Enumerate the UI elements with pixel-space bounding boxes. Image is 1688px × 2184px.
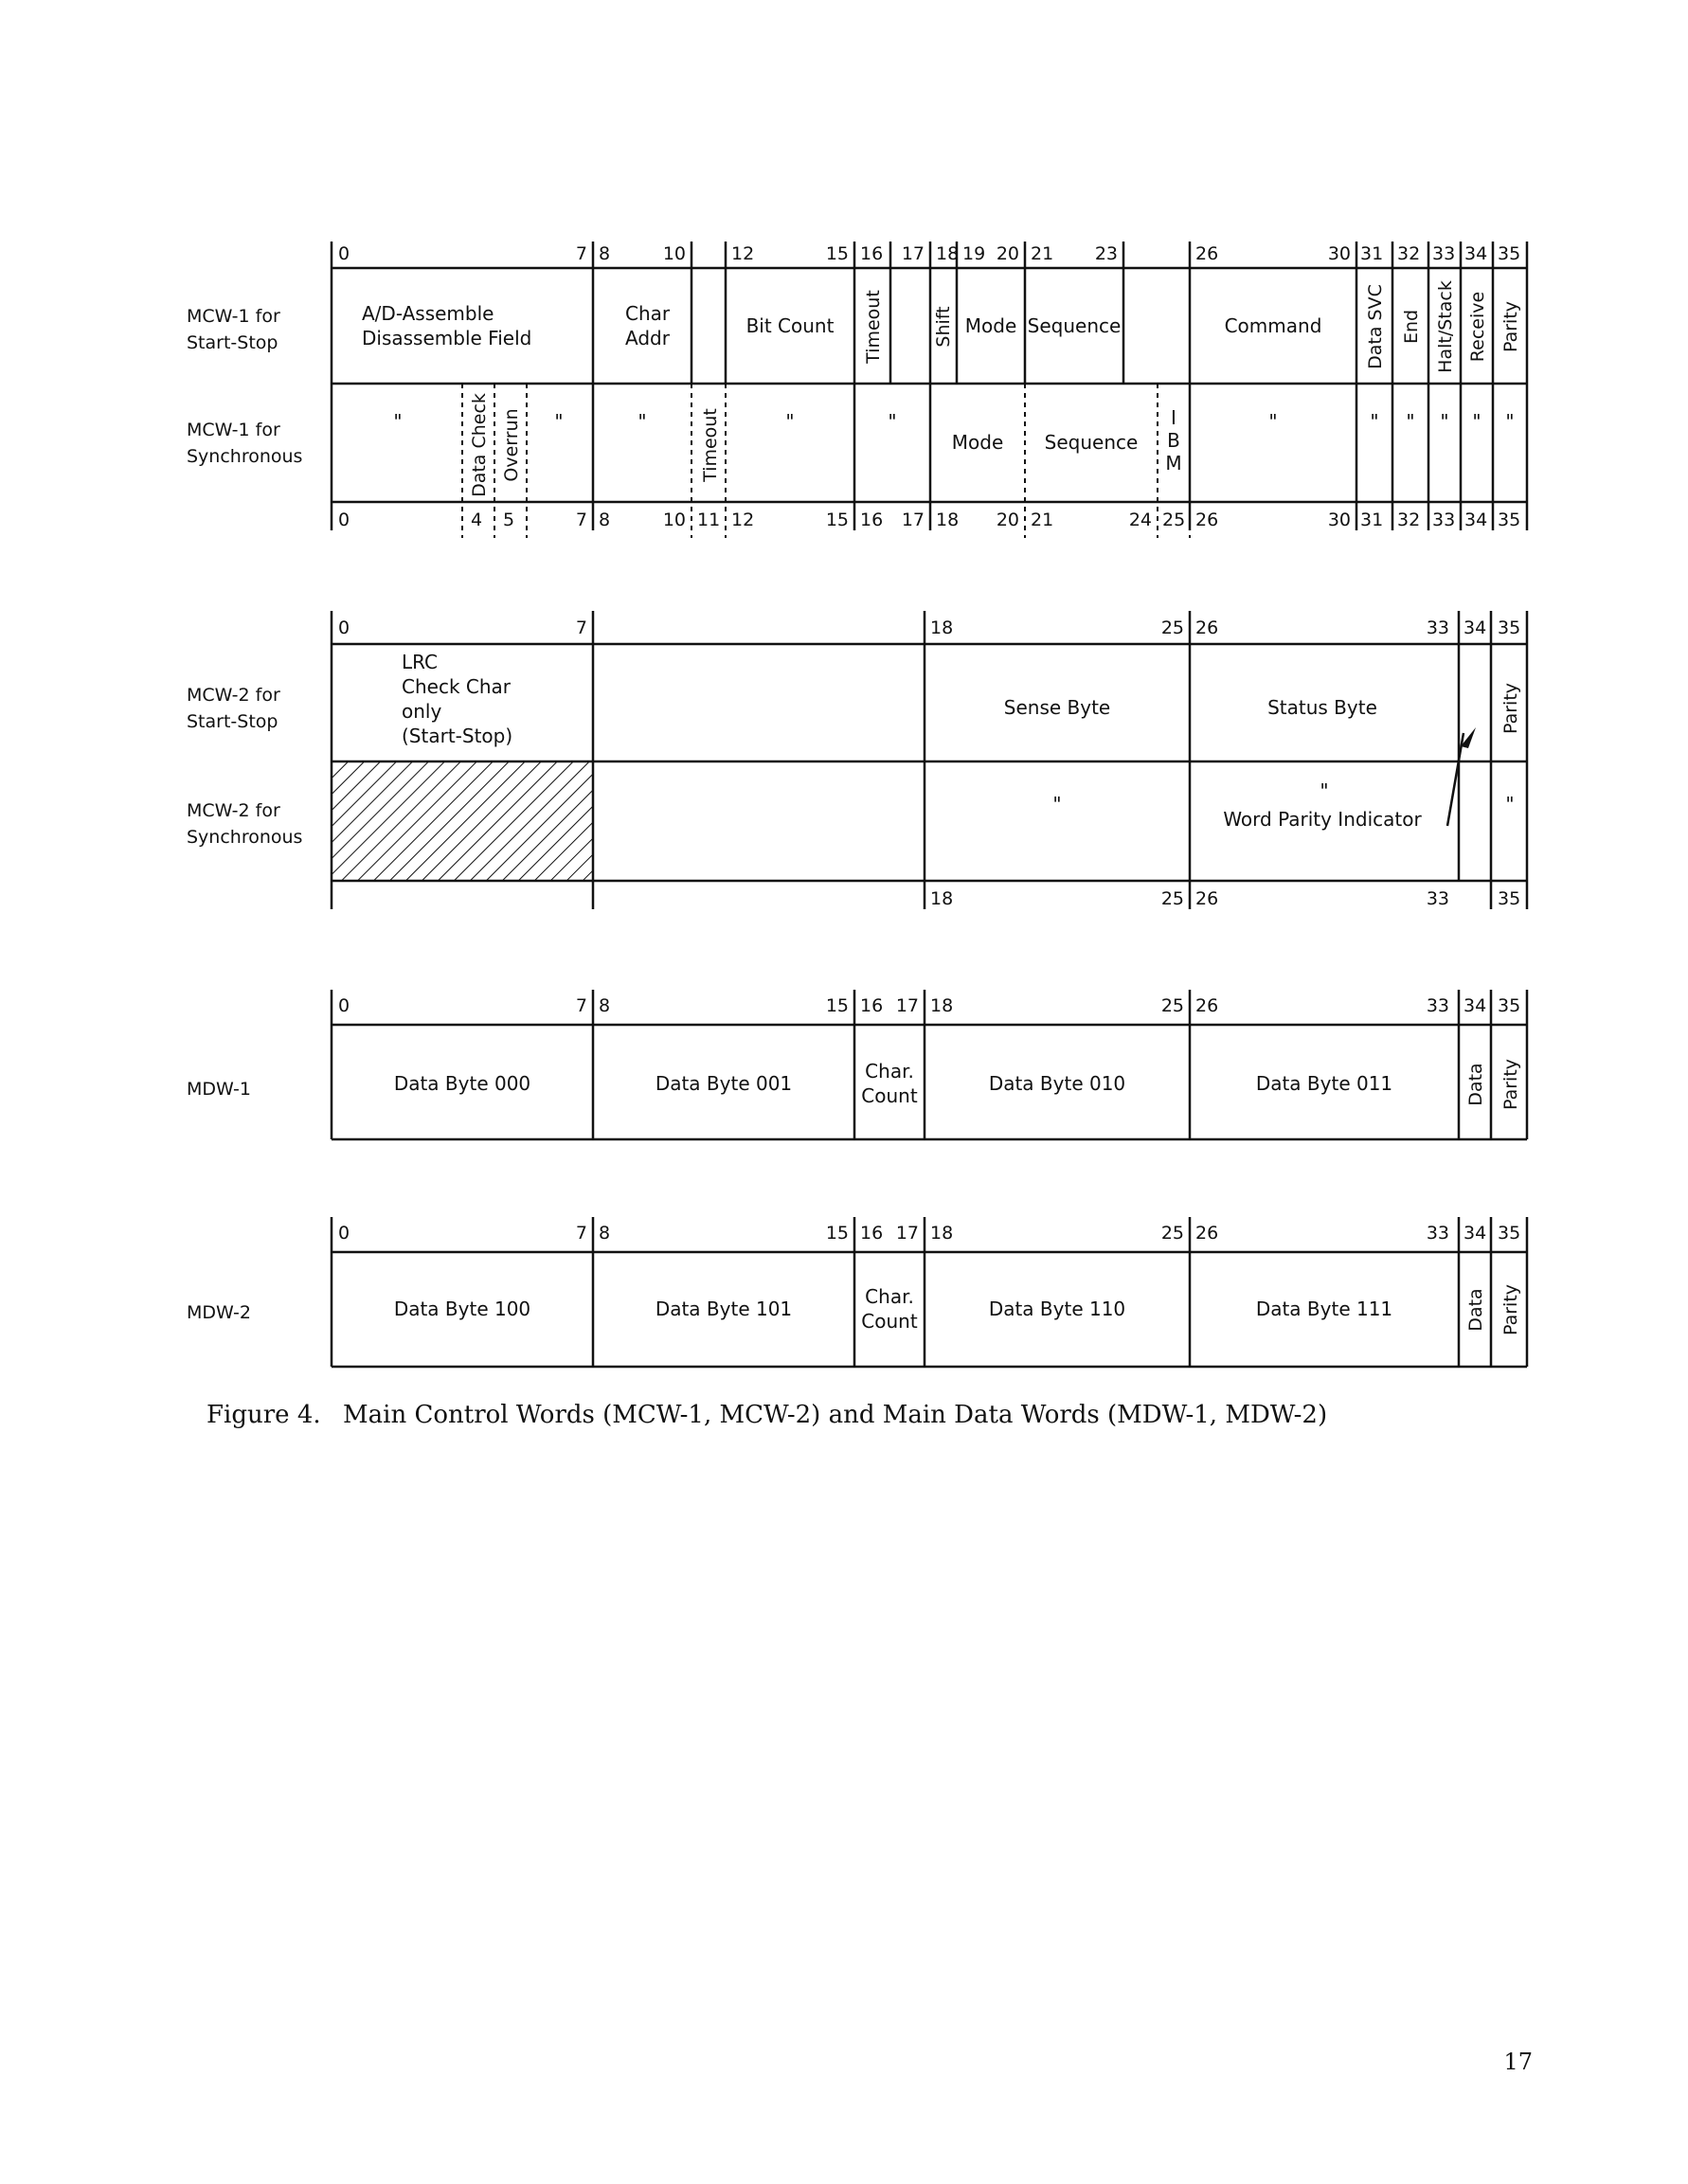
bit-number: 35 bbox=[1498, 618, 1521, 638]
bit-number: 26 bbox=[1195, 888, 1219, 909]
data-check-label: Data Check bbox=[469, 393, 490, 497]
ibm-letter: M bbox=[1165, 452, 1182, 474]
data-byte-label: Data Byte 111 bbox=[1255, 1298, 1393, 1320]
caption-text: Main Control Words (MCW-1, MCW-2) and Main Data Words (MDW-1, MDW-2) bbox=[343, 1401, 1328, 1429]
figure-caption bbox=[207, 1401, 1327, 1429]
bit-number: 25 bbox=[1160, 995, 1184, 1016]
bit-number: 7 bbox=[575, 243, 587, 264]
word-parity-indicator-label: Word Parity Indicator bbox=[1223, 808, 1422, 831]
bit-number: 21 bbox=[1031, 510, 1054, 530]
mdw1-label: MDW-1 bbox=[187, 1079, 251, 1100]
mcw2-sync-label-1: MCW-2 for bbox=[187, 800, 280, 821]
sequence-label: Sequence bbox=[1044, 431, 1139, 454]
mdw1-frame bbox=[332, 990, 1527, 1139]
bit-number: 23 bbox=[1094, 243, 1118, 264]
bit-number: 15 bbox=[825, 1223, 849, 1244]
char-count-label: Count bbox=[861, 1310, 918, 1333]
mdw2-label: MDW-2 bbox=[187, 1302, 251, 1323]
data-byte-label: Data Byte 101 bbox=[655, 1298, 793, 1320]
shift-label: Shift bbox=[933, 306, 954, 348]
bit-number: 33 bbox=[1426, 888, 1449, 909]
ditto-mark: " bbox=[1370, 410, 1379, 433]
bit-number: 8 bbox=[599, 243, 611, 264]
page-number: 17 bbox=[1503, 2049, 1533, 2075]
mcw1-frame bbox=[332, 242, 1527, 538]
bit-number: 0 bbox=[338, 243, 350, 264]
bit-number: 20 bbox=[996, 510, 1019, 530]
mcw2-sync-label-2: Synchronous bbox=[187, 827, 303, 848]
ditto-mark: " bbox=[1268, 410, 1278, 433]
bit-number: 30 bbox=[1327, 243, 1351, 264]
bit-number: 16 bbox=[860, 510, 884, 530]
bit-number: 35 bbox=[1498, 510, 1521, 530]
ditto-mark: " bbox=[1472, 410, 1481, 433]
bit-number: 7 bbox=[575, 510, 587, 530]
ditto-mark: " bbox=[1052, 793, 1062, 815]
data-label: Data bbox=[1465, 1063, 1486, 1106]
mcw2-startstop-label-2: Start-Stop bbox=[187, 711, 278, 732]
end-label: End bbox=[1401, 309, 1422, 345]
bit-number: 7 bbox=[575, 618, 587, 638]
data-byte-label: Data Byte 110 bbox=[988, 1298, 1126, 1320]
bit-number: 15 bbox=[825, 995, 849, 1016]
data-byte-label: Data Byte 010 bbox=[988, 1072, 1126, 1095]
mdw1-bit-numbers bbox=[338, 995, 1520, 1016]
bit-number: 26 bbox=[1195, 510, 1219, 530]
bit-number: 8 bbox=[599, 510, 611, 530]
mdw1-diagram bbox=[187, 990, 1527, 1139]
bit-number: 15 bbox=[825, 510, 849, 530]
bit-number: 26 bbox=[1195, 995, 1219, 1016]
bit-number: 33 bbox=[1432, 510, 1456, 530]
bit-number: 25 bbox=[1160, 1223, 1184, 1244]
ditto-mark: " bbox=[1320, 779, 1329, 802]
ditto-mark: " bbox=[1406, 410, 1415, 433]
bit-number: 34 bbox=[1464, 510, 1488, 530]
bit-number: 24 bbox=[1128, 510, 1152, 530]
bit-number: 17 bbox=[901, 510, 925, 530]
ibm-letter: I bbox=[1171, 406, 1176, 429]
mcw2-bottom-bit-numbers bbox=[930, 888, 1520, 909]
bit-number: 21 bbox=[1031, 243, 1054, 264]
bit-number: 31 bbox=[1360, 510, 1384, 530]
bit-number: 32 bbox=[1397, 510, 1421, 530]
bit-number: 10 bbox=[662, 243, 686, 264]
ditto-mark: " bbox=[1505, 410, 1515, 433]
bit-number: 35 bbox=[1498, 888, 1521, 909]
bit-number: 5 bbox=[503, 510, 515, 530]
bit-number: 18 bbox=[936, 510, 960, 530]
lrc-label: (Start-Stop) bbox=[402, 725, 513, 747]
bit-number: 17 bbox=[895, 1223, 919, 1244]
bit-number: 30 bbox=[1327, 510, 1351, 530]
bit-number: 0 bbox=[338, 995, 350, 1016]
bit-number: 17 bbox=[901, 243, 925, 264]
bit-number: 34 bbox=[1464, 1223, 1487, 1244]
mode-label: Mode bbox=[964, 314, 1017, 337]
mdw2-frame bbox=[332, 1217, 1527, 1367]
ditto-mark: " bbox=[888, 410, 897, 433]
lrc-label: Check Char bbox=[402, 675, 511, 698]
ad-field-label-2: Disassemble Field bbox=[362, 327, 532, 349]
ditto-mark: " bbox=[1505, 793, 1515, 815]
bit-number: 33 bbox=[1426, 1223, 1449, 1244]
parity-label: Parity bbox=[1500, 1058, 1521, 1111]
mcw1-startstop-row bbox=[362, 280, 1521, 373]
char-count-label: Char. bbox=[865, 1285, 914, 1308]
bit-number: 16 bbox=[860, 995, 884, 1016]
bit-number: 0 bbox=[338, 510, 350, 530]
bit-number: 25 bbox=[1160, 888, 1184, 909]
bit-number: 31 bbox=[1360, 243, 1384, 264]
sequence-label: Sequence bbox=[1027, 314, 1122, 337]
parity-label: Parity bbox=[1500, 1283, 1521, 1336]
mcw1-sync-label-2: Synchronous bbox=[187, 446, 303, 467]
mdw2-fields bbox=[394, 1284, 1521, 1335]
bit-number: 32 bbox=[1397, 243, 1421, 264]
bit-number: 8 bbox=[599, 995, 611, 1016]
char-addr-label-1: Char bbox=[625, 302, 671, 325]
data-byte-label: Data Byte 011 bbox=[1255, 1072, 1393, 1095]
mcw1-sync-label-1: MCW-1 for bbox=[187, 420, 280, 440]
reserved-hatched-area bbox=[332, 761, 593, 881]
bit-number: 33 bbox=[1432, 243, 1456, 264]
bit-count-label: Bit Count bbox=[745, 314, 835, 337]
parity-label: Parity bbox=[1500, 682, 1521, 735]
status-byte-label: Status Byte bbox=[1267, 696, 1377, 719]
halt-stack-label: Halt/Stack bbox=[1435, 280, 1456, 373]
bit-number: 12 bbox=[731, 243, 755, 264]
bit-number: 7 bbox=[575, 995, 587, 1016]
mcw2-startstop-label-1: MCW-2 for bbox=[187, 685, 280, 706]
data-label: Data bbox=[1465, 1288, 1486, 1332]
bit-number: 16 bbox=[860, 243, 884, 264]
bit-number: 18 bbox=[930, 888, 954, 909]
lrc-label: LRC bbox=[402, 651, 439, 673]
timeout-label: Timeout bbox=[700, 408, 721, 482]
bit-number: 0 bbox=[338, 618, 350, 638]
bit-number: 25 bbox=[1162, 510, 1186, 530]
bit-number: 18 bbox=[930, 1223, 954, 1244]
bit-number: 8 bbox=[599, 1223, 611, 1244]
bit-number: 33 bbox=[1426, 995, 1449, 1016]
bit-number: 20 bbox=[996, 243, 1019, 264]
bit-number: 17 bbox=[895, 995, 919, 1016]
bit-number: 18 bbox=[930, 995, 954, 1016]
caption-prefix: Figure 4. bbox=[207, 1401, 321, 1429]
bit-number: 26 bbox=[1195, 618, 1219, 638]
lrc-label: only bbox=[402, 700, 442, 723]
mdw1-fields bbox=[394, 1059, 1521, 1110]
char-count-label: Count bbox=[861, 1084, 918, 1107]
bit-number: 35 bbox=[1498, 1223, 1521, 1244]
bit-number: 34 bbox=[1464, 243, 1488, 264]
overrun-label: Overrun bbox=[501, 408, 522, 482]
ditto-mark: " bbox=[393, 410, 403, 433]
command-label: Command bbox=[1224, 314, 1322, 337]
mcw2-startstop-row bbox=[402, 651, 1521, 747]
bit-number: 35 bbox=[1498, 995, 1521, 1016]
parity-label: Parity bbox=[1500, 300, 1521, 353]
bit-number: 4 bbox=[471, 510, 483, 530]
bit-number: 18 bbox=[936, 243, 960, 264]
char-addr-label-2: Addr bbox=[625, 327, 670, 349]
mcw1-startstop-label-1: MCW-1 for bbox=[187, 306, 280, 327]
ditto-mark: " bbox=[1440, 410, 1449, 433]
mcw1-sync-row bbox=[393, 393, 1514, 497]
bit-number: 7 bbox=[575, 1223, 587, 1244]
bit-number: 26 bbox=[1195, 1223, 1219, 1244]
mcw1-startstop-label-2: Start-Stop bbox=[187, 332, 278, 353]
ibm-letter: B bbox=[1167, 429, 1180, 452]
bit-number: 16 bbox=[860, 1223, 884, 1244]
mode-label: Mode bbox=[951, 431, 1004, 454]
bit-number: 10 bbox=[662, 510, 686, 530]
bit-number: 0 bbox=[338, 1223, 350, 1244]
mdw2-diagram bbox=[187, 1217, 1527, 1367]
bit-number: 19 bbox=[962, 243, 986, 264]
bit-number: 26 bbox=[1195, 243, 1219, 264]
data-svc-label: Data SVC bbox=[1365, 284, 1386, 369]
mdw2-bit-numbers bbox=[338, 1223, 1520, 1244]
mcw2-sync-row bbox=[1052, 779, 1514, 831]
bit-number: 35 bbox=[1498, 243, 1521, 264]
data-byte-label: Data Byte 100 bbox=[393, 1298, 531, 1320]
ad-field-label-1: A/D-Assemble bbox=[362, 302, 494, 325]
ditto-mark: " bbox=[637, 410, 647, 433]
ditto-mark: " bbox=[554, 410, 564, 433]
mcw1-diagram bbox=[187, 242, 1527, 538]
data-byte-label: Data Byte 001 bbox=[655, 1072, 793, 1095]
char-count-label: Char. bbox=[865, 1060, 914, 1083]
mcw2-top-bit-numbers bbox=[338, 618, 1520, 638]
bit-number: 34 bbox=[1464, 618, 1487, 638]
bit-number: 15 bbox=[825, 243, 849, 264]
receive-label: Receive bbox=[1467, 291, 1488, 363]
bit-number: 34 bbox=[1464, 995, 1487, 1016]
timeout-label: Timeout bbox=[863, 290, 884, 364]
bit-number: 18 bbox=[930, 618, 954, 638]
data-byte-label: Data Byte 000 bbox=[393, 1072, 531, 1095]
mcw2-diagram bbox=[187, 611, 1527, 909]
bit-number: 11 bbox=[697, 510, 721, 530]
bit-number: 12 bbox=[731, 510, 755, 530]
bit-number: 33 bbox=[1426, 618, 1449, 638]
ditto-mark: " bbox=[785, 410, 795, 433]
bit-number: 25 bbox=[1160, 618, 1184, 638]
sense-byte-label: Sense Byte bbox=[1003, 696, 1111, 719]
